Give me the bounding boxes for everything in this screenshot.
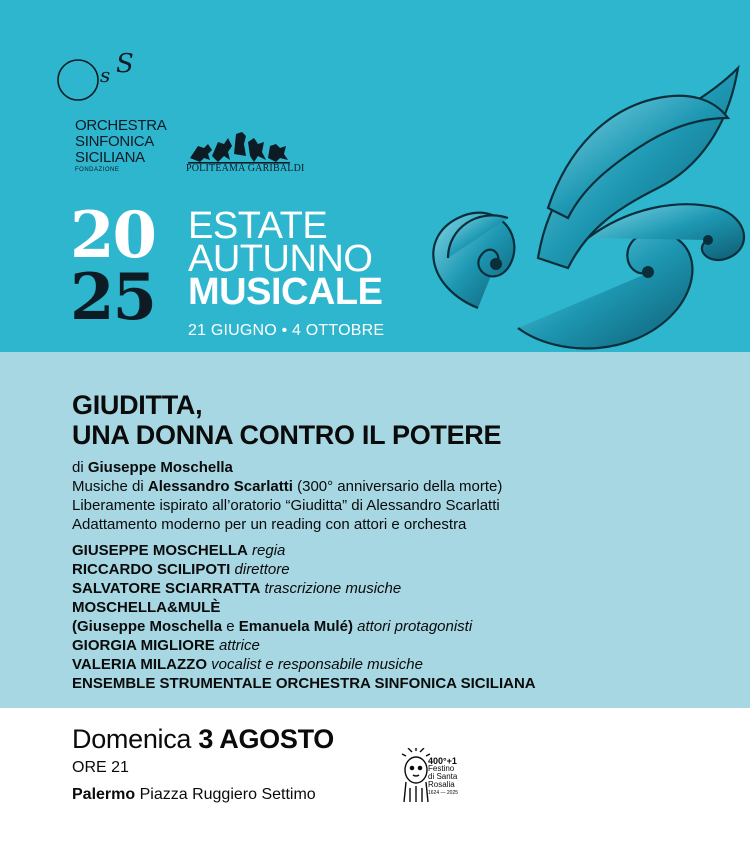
event-title: GIUDITTA, UNA DONNA CONTRO IL POTERE — [72, 390, 502, 450]
event-venue: Palermo Piazza Ruggiero Settimo — [72, 786, 316, 803]
event-time: ORE 21 — [72, 759, 129, 776]
season-title — [188, 205, 383, 313]
svg-text:S: S — [116, 49, 134, 79]
adaptation-line: Adattamento moderno per un reading con attori e orchestra — [72, 516, 467, 533]
credit-row: ENSEMBLE STRUMENTALE ORCHESTRA SINFONICA SICILIANA — [72, 675, 536, 692]
author-line: di Giuseppe Moschella — [72, 459, 233, 476]
credit-row: SALVATORE SCIARRATTA trascrizione musiche — [72, 580, 402, 597]
season-line-estate: ESTATE — [188, 205, 328, 247]
credit-row: GIORGIA MIGLIORE attrice — [72, 637, 260, 654]
credit-row: (Giuseppe Moschella e Emanuela Mulé) attori protagonisti — [72, 618, 473, 635]
season-dates: 21 GIUGNO • 4 OTTOBRE — [188, 322, 385, 339]
orchestra-name: ORCHESTRA SINFONICA SICILIANA FONDAZIONE — [75, 117, 167, 173]
politeama-label: POLITEAMA GARIBALDI — [186, 163, 305, 174]
inspired-line: Liberamente ispirato all’oratorio “Giuditta” di Alessandro Scarlatti — [72, 497, 500, 514]
festino-label: 400°+1 Festino di Santa Rosalia 1624 — 2025 — [428, 756, 459, 796]
event-date: Domenica 3 AGOSTO — [72, 724, 334, 754]
header-banner — [0, 0, 750, 352]
event-description — [72, 458, 502, 534]
credits-list — [72, 541, 536, 693]
season-line-autunno: AUTUNNO — [188, 238, 373, 280]
credit-row: MOSCHELLA&MULÈ — [72, 599, 221, 616]
credit-row: VALERIA MILAZZO vocalist e responsabile musiche — [72, 656, 423, 673]
music-line: Musiche di Alessandro Scarlatti (300° anniversario della morte) — [72, 478, 503, 495]
season-line-musicale: MUSICALE — [188, 271, 383, 313]
baroque-ornament-icon — [408, 58, 750, 352]
svg-text:s: s — [100, 63, 111, 87]
credit-row: RICCARDO SCILIPOTI direttore — [72, 561, 290, 578]
credit-row: GIUSEPPE MOSCHELLA regia — [72, 542, 286, 559]
year-2025: 20 25 — [70, 198, 156, 335]
